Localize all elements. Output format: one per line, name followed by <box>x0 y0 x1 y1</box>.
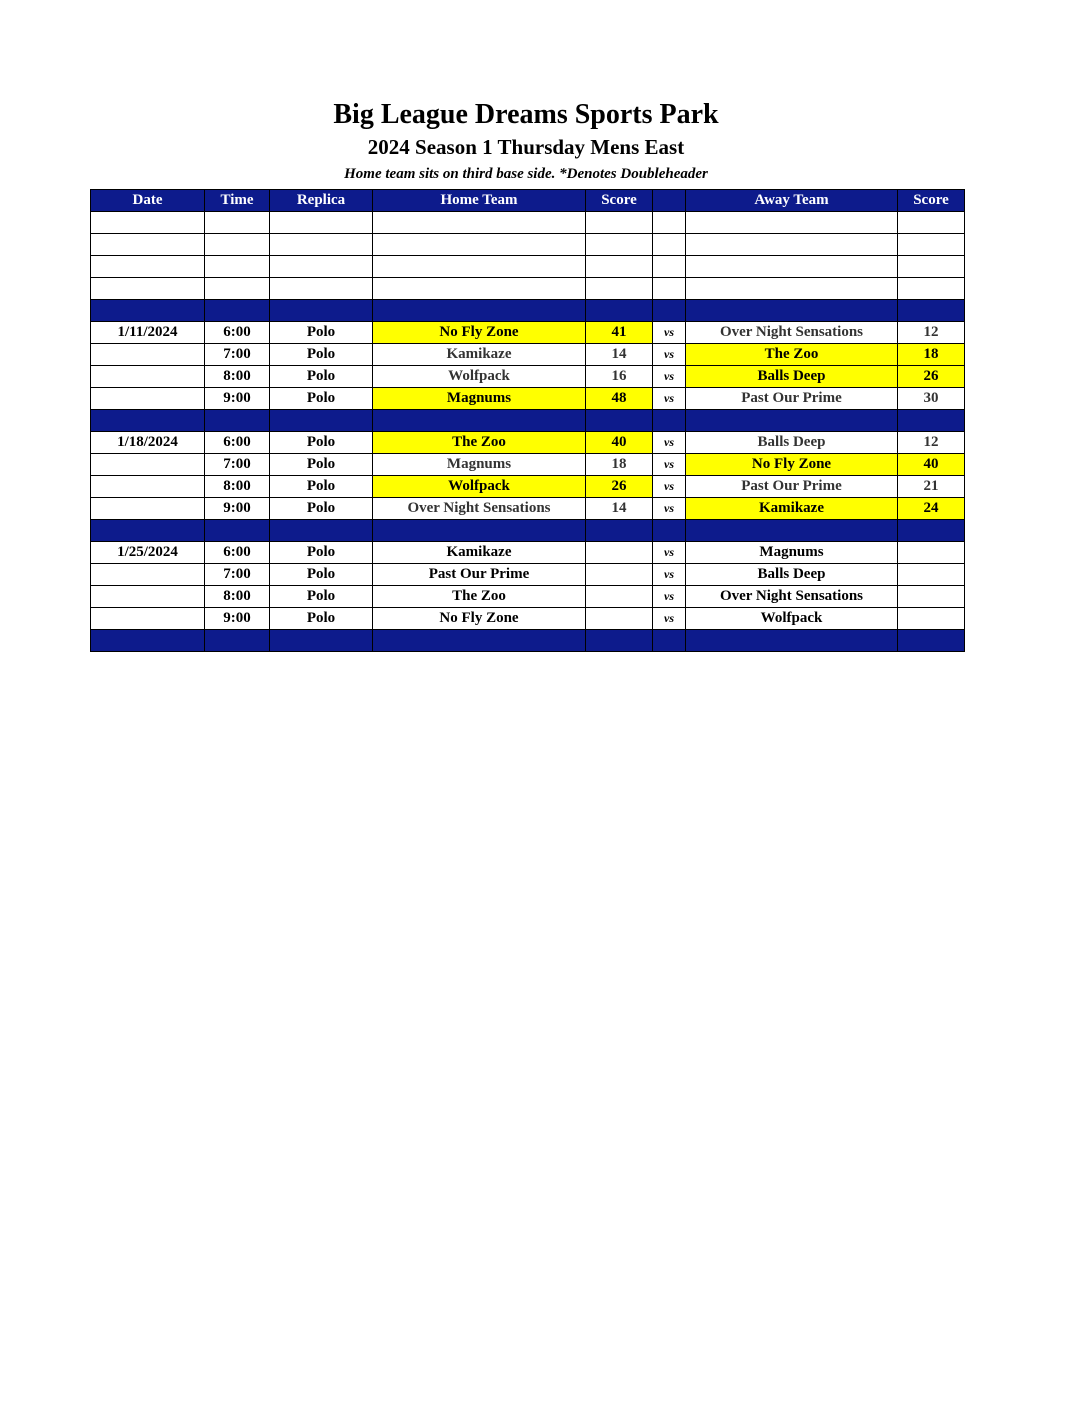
time-cell: 7:00 <box>205 564 270 586</box>
separator-cell <box>898 300 965 322</box>
vs-cell: vs <box>653 344 686 366</box>
time-cell: 8:00 <box>205 366 270 388</box>
away-score-cell: 18 <box>898 344 965 366</box>
separator-cell <box>586 300 653 322</box>
schedule-body <box>91 212 965 652</box>
blank-cell <box>205 234 270 256</box>
separator-row <box>91 520 965 542</box>
away-score-cell: 21 <box>898 476 965 498</box>
separator-cell <box>653 630 686 652</box>
game-row <box>91 388 965 410</box>
separator-cell <box>686 630 898 652</box>
blank-cell <box>686 256 898 278</box>
home-score-cell <box>586 542 653 564</box>
home-score-cell: 14 <box>586 344 653 366</box>
home-team-cell: Kamikaze <box>373 344 586 366</box>
time-cell: 9:00 <box>205 498 270 520</box>
game-row <box>91 344 965 366</box>
blank-cell <box>205 278 270 300</box>
date-cell <box>91 608 205 630</box>
date-cell <box>91 586 205 608</box>
blank-cell <box>898 278 965 300</box>
separator-cell <box>898 520 965 542</box>
blank-cell <box>270 278 373 300</box>
home-team-cell: Over Night Sensations <box>373 498 586 520</box>
blank-cell <box>270 212 373 234</box>
home-team-cell: Magnums <box>373 454 586 476</box>
blank-row <box>91 256 965 278</box>
away-score-cell <box>898 564 965 586</box>
away-score-cell: 24 <box>898 498 965 520</box>
schedule-note: Home team sits on third base side. *Denotes Doubleheader <box>344 166 708 182</box>
home-team-cell: Kamikaze <box>373 542 586 564</box>
blank-cell <box>653 278 686 300</box>
separator-cell <box>373 410 586 432</box>
field-cell: Polo <box>270 388 373 410</box>
field-cell: Polo <box>270 344 373 366</box>
vs-cell: vs <box>653 388 686 410</box>
date-cell <box>91 498 205 520</box>
header-row <box>91 190 965 212</box>
date-cell <box>91 388 205 410</box>
away-score-cell: 12 <box>898 432 965 454</box>
separator-row <box>91 410 965 432</box>
header-vs <box>653 190 686 212</box>
blank-cell <box>898 212 965 234</box>
vs-cell: vs <box>653 454 686 476</box>
blank-cell <box>686 212 898 234</box>
blank-row <box>91 212 965 234</box>
separator-cell <box>898 630 965 652</box>
home-team-cell: The Zoo <box>373 586 586 608</box>
blank-cell <box>898 256 965 278</box>
blank-cell <box>373 234 586 256</box>
vs-cell: vs <box>653 322 686 344</box>
header-away-score: Score <box>898 190 965 212</box>
separator-cell <box>270 410 373 432</box>
separator-cell <box>205 410 270 432</box>
home-team-cell: Magnums <box>373 388 586 410</box>
blank-cell <box>686 278 898 300</box>
separator-cell <box>653 520 686 542</box>
separator-cell <box>586 630 653 652</box>
blank-row <box>91 278 965 300</box>
home-score-cell: 40 <box>586 432 653 454</box>
away-team-cell: The Zoo <box>686 344 898 366</box>
separator-cell <box>270 300 373 322</box>
home-score-cell: 14 <box>586 498 653 520</box>
blank-cell <box>91 234 205 256</box>
home-score-cell: 26 <box>586 476 653 498</box>
separator-cell <box>205 520 270 542</box>
game-row <box>91 564 965 586</box>
separator-cell <box>270 520 373 542</box>
header-home-team: Home Team <box>373 190 586 212</box>
separator-cell <box>653 300 686 322</box>
separator-cell <box>373 300 586 322</box>
game-row <box>91 498 965 520</box>
game-row <box>91 476 965 498</box>
vs-cell: vs <box>653 476 686 498</box>
field-cell: Polo <box>270 564 373 586</box>
blank-cell <box>205 256 270 278</box>
blank-cell <box>686 234 898 256</box>
blank-cell <box>373 212 586 234</box>
home-score-cell: 16 <box>586 366 653 388</box>
separator-cell <box>586 520 653 542</box>
header-away-team: Away Team <box>686 190 898 212</box>
time-cell: 6:00 <box>205 322 270 344</box>
separator-cell <box>91 300 205 322</box>
blank-cell <box>270 256 373 278</box>
time-cell: 6:00 <box>205 542 270 564</box>
blank-cell <box>205 212 270 234</box>
separator-cell <box>373 520 586 542</box>
vs-cell: vs <box>653 564 686 586</box>
away-score-cell: 30 <box>898 388 965 410</box>
away-team-cell: No Fly Zone <box>686 454 898 476</box>
away-team-cell: Over Night Sensations <box>686 586 898 608</box>
home-team-cell: Wolfpack <box>373 476 586 498</box>
blank-row <box>91 234 965 256</box>
vs-cell: vs <box>653 366 686 388</box>
away-score-cell: 26 <box>898 366 965 388</box>
time-cell: 7:00 <box>205 344 270 366</box>
date-cell <box>91 454 205 476</box>
blank-cell <box>653 234 686 256</box>
blank-cell <box>653 212 686 234</box>
time-cell: 8:00 <box>205 476 270 498</box>
blank-cell <box>91 212 205 234</box>
time-cell: 6:00 <box>205 432 270 454</box>
field-cell: Polo <box>270 366 373 388</box>
game-row <box>91 586 965 608</box>
date-cell: 1/11/2024 <box>91 322 205 344</box>
away-team-cell: Balls Deep <box>686 366 898 388</box>
away-score-cell <box>898 586 965 608</box>
separator-cell <box>205 300 270 322</box>
game-row <box>91 322 965 344</box>
game-row <box>91 542 965 564</box>
away-score-cell: 12 <box>898 322 965 344</box>
away-team-cell: Past Our Prime <box>686 388 898 410</box>
away-team-cell: Past Our Prime <box>686 476 898 498</box>
away-score-cell <box>898 542 965 564</box>
away-score-cell <box>898 608 965 630</box>
separator-cell <box>91 410 205 432</box>
away-team-cell: Balls Deep <box>686 432 898 454</box>
home-score-cell <box>586 608 653 630</box>
field-cell: Polo <box>270 454 373 476</box>
separator-cell <box>653 410 686 432</box>
home-team-cell: No Fly Zone <box>373 608 586 630</box>
blank-cell <box>91 256 205 278</box>
vs-cell: vs <box>653 586 686 608</box>
away-team-cell: Kamikaze <box>686 498 898 520</box>
separator-cell <box>686 410 898 432</box>
blank-cell <box>373 256 586 278</box>
separator-cell <box>205 630 270 652</box>
game-row <box>91 366 965 388</box>
separator-cell <box>91 630 205 652</box>
separator-row <box>91 630 965 652</box>
game-row <box>91 608 965 630</box>
blank-cell <box>653 256 686 278</box>
separator-cell <box>898 410 965 432</box>
date-cell: 1/18/2024 <box>91 432 205 454</box>
home-score-cell: 18 <box>586 454 653 476</box>
blank-cell <box>586 278 653 300</box>
time-cell: 9:00 <box>205 608 270 630</box>
header-replica: Replica <box>270 190 373 212</box>
home-score-cell <box>586 564 653 586</box>
blank-cell <box>898 234 965 256</box>
separator-cell <box>270 630 373 652</box>
blank-cell <box>270 234 373 256</box>
home-team-cell: No Fly Zone <box>373 322 586 344</box>
field-cell: Polo <box>270 608 373 630</box>
schedule-table <box>90 189 965 652</box>
away-team-cell: Over Night Sensations <box>686 322 898 344</box>
game-row <box>91 454 965 476</box>
field-cell: Polo <box>270 432 373 454</box>
field-cell: Polo <box>270 542 373 564</box>
away-team-cell: Magnums <box>686 542 898 564</box>
separator-cell <box>373 630 586 652</box>
field-cell: Polo <box>270 586 373 608</box>
home-team-cell: Past Our Prime <box>373 564 586 586</box>
separator-cell <box>686 520 898 542</box>
blank-cell <box>586 234 653 256</box>
field-cell: Polo <box>270 322 373 344</box>
header-home-score: Score <box>586 190 653 212</box>
field-cell: Polo <box>270 498 373 520</box>
time-cell: 7:00 <box>205 454 270 476</box>
date-cell <box>91 476 205 498</box>
header-time: Time <box>205 190 270 212</box>
date-cell <box>91 344 205 366</box>
blank-cell <box>586 212 653 234</box>
vs-cell: vs <box>653 498 686 520</box>
game-row <box>91 432 965 454</box>
vs-cell: vs <box>653 608 686 630</box>
page-title: Big League Dreams Sports Park <box>333 99 719 130</box>
date-cell <box>91 366 205 388</box>
home-score-cell <box>586 586 653 608</box>
blank-cell <box>91 278 205 300</box>
home-score-cell: 48 <box>586 388 653 410</box>
date-cell <box>91 564 205 586</box>
away-team-cell: Wolfpack <box>686 608 898 630</box>
separator-cell <box>586 410 653 432</box>
header-date: Date <box>91 190 205 212</box>
blank-cell <box>373 278 586 300</box>
field-cell: Polo <box>270 476 373 498</box>
blank-cell <box>586 256 653 278</box>
time-cell: 8:00 <box>205 586 270 608</box>
date-cell: 1/25/2024 <box>91 542 205 564</box>
separator-row <box>91 300 965 322</box>
page-subtitle: 2024 Season 1 Thursday Mens East <box>367 135 685 159</box>
vs-cell: vs <box>653 432 686 454</box>
home-score-cell: 41 <box>586 322 653 344</box>
away-team-cell: Balls Deep <box>686 564 898 586</box>
time-cell: 9:00 <box>205 388 270 410</box>
home-team-cell: Wolfpack <box>373 366 586 388</box>
vs-cell: vs <box>653 542 686 564</box>
away-score-cell: 40 <box>898 454 965 476</box>
separator-cell <box>686 300 898 322</box>
separator-cell <box>91 520 205 542</box>
home-team-cell: The Zoo <box>373 432 586 454</box>
